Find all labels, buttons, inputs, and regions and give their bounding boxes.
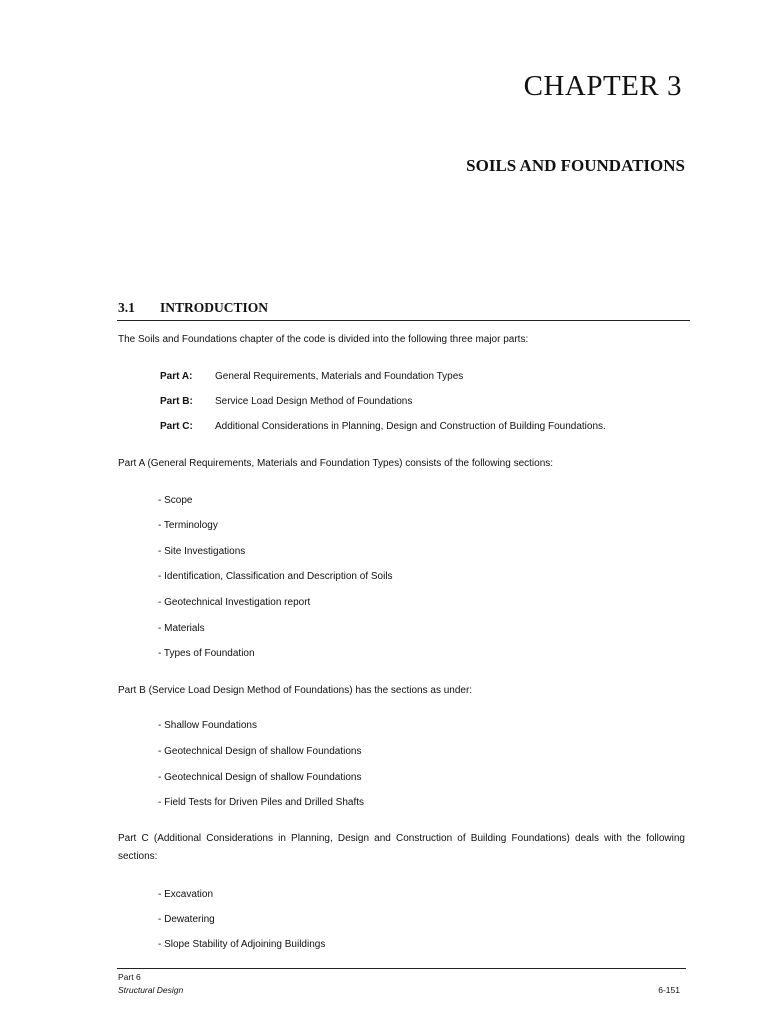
footer-divider [117, 968, 686, 969]
list-item: - Types of Foundation [158, 648, 255, 659]
section-number: 3.1 [118, 300, 135, 315]
page-number: 6-151 [658, 985, 680, 995]
list-item: - Excavation [158, 889, 214, 900]
list-item: - Site Investigations [158, 546, 246, 557]
list-item: - Geotechnical Investigation report [158, 597, 311, 608]
chapter-title: CHAPTER 3 [523, 70, 682, 102]
footer-part: Part 6 [118, 972, 141, 982]
part-b-intro: Part B (Service Load Design Method of Foundations) has the sections as under: [118, 685, 473, 696]
list-item: - Geotechnical Design of shallow Foundations [158, 746, 362, 757]
section-title: INTRODUCTION [160, 300, 269, 315]
part-list-item [160, 395, 412, 408]
list-item: - Terminology [158, 520, 218, 531]
list-item: - Scope [158, 495, 193, 506]
list-item: - Field Tests for Driven Piles and Drilled Shafts [158, 797, 365, 808]
part-list-item [160, 420, 606, 433]
part-list-item [160, 370, 463, 383]
list-item: - Dewatering [158, 914, 215, 925]
part-label: Part C: [160, 421, 193, 432]
part-label: Part A: [160, 371, 193, 382]
part-description: Service Load Design Method of Foundations [215, 396, 413, 407]
list-item: - Shallow Foundations [158, 720, 257, 731]
section-heading [118, 300, 268, 316]
list-item: - Materials [158, 623, 205, 634]
part-description: Additional Considerations in Planning, Design and Construction of Building Foundations. [215, 421, 606, 432]
intro-paragraph: The Soils and Foundations chapter of the code is divided into the following three major parts: [118, 334, 529, 345]
list-item: - Geotechnical Design of shallow Foundations [158, 772, 362, 783]
section-divider [117, 320, 690, 321]
part-label: Part B: [160, 396, 193, 407]
footer-title: Structural Design [118, 985, 184, 995]
part-a-intro: Part A (General Requirements, Materials and Foundation Types) consists of the following sections: [118, 458, 554, 469]
list-item: - Identification, Classification and Description of Soils [158, 571, 393, 582]
part-description: General Requirements, Materials and Foundation Types [215, 371, 464, 382]
part-c-intro: Part C (Additional Considerations in Planning, Design and Construction of Building Foundations) deals with the following sections: [118, 833, 685, 862]
chapter-subtitle: SOILS AND FOUNDATIONS [466, 156, 685, 175]
list-item: - Slope Stability of Adjoining Buildings [158, 939, 326, 950]
